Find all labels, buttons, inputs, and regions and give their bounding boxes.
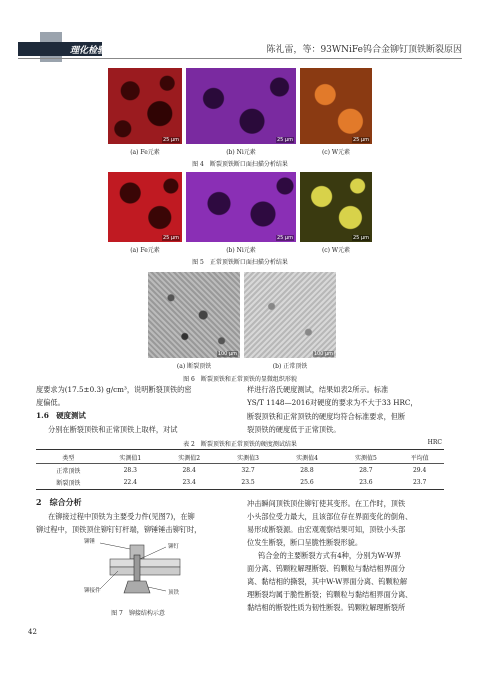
- right-text-line: 位发生断裂，断口呈脆性断裂形貌。: [247, 538, 363, 547]
- right-line-3: 断裂顶铁和正常顶铁的硬度均符合标准要求，但断: [247, 412, 406, 421]
- table-cell: 23.6: [359, 478, 373, 486]
- right-text-line: 面分离、钨颗粒解理断裂、钨颗粒与黏结相界面分: [247, 564, 406, 573]
- right-text-line: 黏结相的断裂性质为韧性断裂。钨颗粒解理断裂所: [247, 603, 406, 612]
- table-header-row: [36, 451, 444, 464]
- scale-bar: 25 μm: [276, 137, 293, 143]
- section-2-heading: 2 综合分析: [36, 497, 82, 507]
- scale-bar: 100 μm: [313, 351, 333, 357]
- table-cell: 断裂顶铁: [56, 479, 81, 487]
- fig5-caption: 图 5 正常顶铁断口面扫描分析结果: [192, 259, 288, 266]
- fig6-caption: 图 6 断裂顶铁和正常顶铁的显微组织形貌: [183, 376, 297, 383]
- right-line-1: 样进行洛氏硬度测试，结果如表2所示。标准: [247, 385, 389, 394]
- table-cell: 正常顶铁: [56, 467, 81, 475]
- fig5-panel-w: [300, 172, 372, 242]
- fig6-panel-normal: [244, 272, 336, 358]
- workpiece-lower: [110, 567, 180, 575]
- right-text-line: 冲击瞬间顶铁顶住铆钉使其变形。在工作时，顶铁: [247, 499, 406, 508]
- hardness-table: [36, 451, 444, 488]
- col-header: 平均值: [410, 454, 429, 462]
- left-line-2: 度偏低。: [36, 398, 65, 407]
- table2-caption: 表 2 断裂顶铁和正常顶铁的硬度测试结果: [183, 441, 297, 448]
- col-header: 实测值5: [354, 454, 377, 462]
- table-top-rule: [36, 449, 444, 450]
- scale-bar: 25 μm: [352, 235, 369, 241]
- table-bottom-rule: [36, 489, 444, 490]
- part-leader: [100, 571, 118, 589]
- col-header: 实测值4: [296, 454, 318, 462]
- fig4-panel-w: [300, 68, 372, 144]
- fig4-panel-ni: [186, 68, 296, 144]
- scale-bar: 25 μm: [162, 235, 179, 241]
- col-header: 实测值3: [237, 454, 259, 462]
- rivet-shape: [134, 555, 140, 581]
- table-cell: 22.4: [123, 478, 137, 486]
- fig5-label-c: (c) W元素: [321, 247, 351, 254]
- page-number: 42: [28, 628, 37, 636]
- fig4-label-b: (b) Ni元素: [226, 149, 256, 156]
- workpiece-upper: [110, 559, 180, 567]
- running-title: 陈礼雷，等：93WNiFe钨合金铆钉顶铁断裂原因: [266, 45, 462, 55]
- dolly-leader: [148, 587, 166, 591]
- right-text-line: 离、黏结相的撕裂，其中W-W界面分离、钨颗粒解: [247, 577, 408, 586]
- table-cell: 28.8: [300, 466, 314, 474]
- fig6-label-b: (b) 正常顶铁: [272, 363, 308, 370]
- right-text-line: 钨合金的主要断裂方式有4种，分别为W-W界: [258, 551, 402, 560]
- scale-bar: 100 μm: [217, 351, 237, 357]
- right-text-line: 易形成断裂源。由宏观观察结果可知，顶铁小头部: [247, 525, 406, 534]
- col-header: 实测值2: [178, 454, 201, 462]
- scale-bar: 25 μm: [276, 235, 293, 241]
- label-hammer: 铆锤: [84, 539, 96, 545]
- table2-unit: HRC: [427, 439, 442, 446]
- table-row: [36, 476, 444, 488]
- left-line-1: 度要求为(17.5±0.3) g/cm³，说明断裂顶铁的密: [36, 385, 192, 394]
- fig4-caption: 图 4 断裂顶铁断口面扫描分析结果: [192, 161, 288, 168]
- fig5-label-b: (b) Ni元素: [226, 247, 256, 254]
- table-cell: 23.4: [182, 478, 196, 486]
- dolly-shape: [124, 581, 150, 593]
- fig5-panel-ni: [186, 172, 296, 242]
- label-rivet: 铆钉: [168, 544, 180, 550]
- table-cell: 32.7: [241, 466, 255, 474]
- label-dolly: 顶铁: [168, 590, 180, 596]
- section2-line-2: 铆过程中，顶铁顶住铆钉钉杆端，铆锤锤击铆钉时，: [36, 525, 202, 534]
- left-line-3: 分别在断裂顶铁和正常顶铁上取样，对试: [48, 425, 178, 434]
- col-header: 类型: [62, 454, 75, 462]
- right-line-4: 裂顶铁的硬度低于正常顶铁。: [247, 425, 341, 434]
- fig7-caption: 图 7 铆接结构示意: [111, 610, 165, 617]
- table-cell: 28.3: [123, 466, 137, 474]
- right-line-2: YS/T 1148—2016对硬度的要求为不大于33 HRC，: [247, 398, 418, 407]
- table-cell: 23.5: [241, 478, 255, 486]
- fig4-label-a: (a) Fe元素: [130, 149, 160, 156]
- table-cell: 25.6: [300, 478, 314, 486]
- table-cell: 23.7: [412, 478, 427, 486]
- table-row: [36, 464, 444, 477]
- right-text-line: 小头部位受力最大，且该部位存在界面变化的倒角、: [247, 512, 413, 521]
- fig6-label-a: (a) 断裂顶铁: [176, 363, 212, 370]
- fig5-label-a: (a) Fe元素: [130, 247, 160, 254]
- fig6-panel-fractured: [148, 272, 240, 358]
- table-cell: 28.4: [182, 466, 196, 474]
- scale-bar: 25 μm: [352, 137, 369, 143]
- fig4-panel-fe: [108, 68, 182, 144]
- label-workpiece: 铆接件: [84, 588, 101, 594]
- col-header: 实测值1: [119, 454, 142, 462]
- table-cell: 28.7: [359, 466, 373, 474]
- fig5-panel-fe: [108, 172, 182, 242]
- right-text-line: 理断裂均属于脆性断裂；钨颗粒与黏结相界面分离、: [247, 590, 413, 599]
- section-1-6-heading: 1.6 硬度测试: [36, 411, 86, 420]
- header-rule: [18, 58, 462, 59]
- journal-name: 理化检验-物理分册: [70, 46, 146, 56]
- fig4-label-c: (c) W元素: [321, 149, 351, 156]
- section2-line-1: 在铆接过程中顶铁为主要受力件(见图7)，在铆: [48, 512, 195, 521]
- table-cell: 29.4: [412, 466, 427, 474]
- scale-bar: 25 μm: [162, 137, 179, 143]
- hammer-leader: [100, 543, 130, 549]
